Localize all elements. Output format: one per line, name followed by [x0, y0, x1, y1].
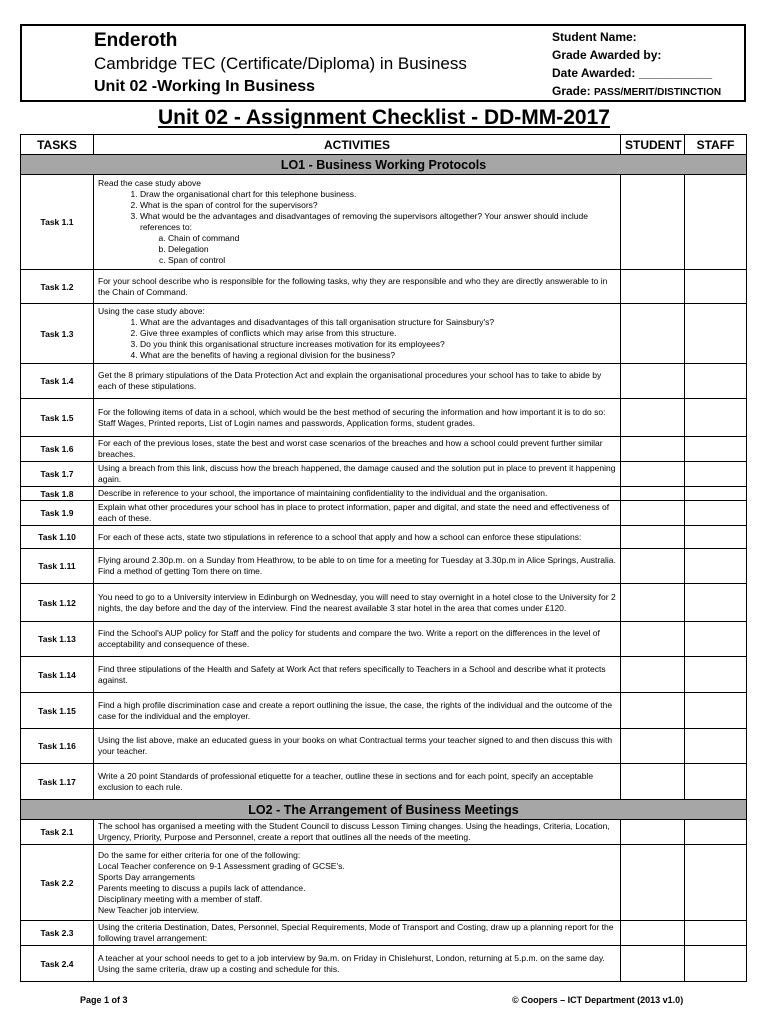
task-activity	[94, 399, 621, 437]
task-id: Task 1.3	[21, 304, 94, 364]
task-row	[21, 845, 747, 921]
task-row	[21, 921, 747, 946]
staff-check-cell[interactable]	[685, 921, 747, 946]
task-row	[21, 487, 747, 501]
grade-options: PASS/MERIT/DISTINCTION	[594, 87, 722, 98]
task-row	[21, 175, 747, 270]
student-check-cell[interactable]	[621, 820, 685, 845]
student-check-cell[interactable]	[621, 399, 685, 437]
task-row	[21, 622, 747, 657]
student-check-cell[interactable]	[621, 487, 685, 501]
activity-text: Get the 8 primary stipulations of the Data Protection Act and explain the organisational procedures your school has to take to abide by each of these stipulations.	[98, 370, 602, 391]
task-row	[21, 437, 747, 462]
unit-name: Unit 02 -Working In Business	[94, 78, 316, 95]
col-student: STUDENT	[621, 135, 685, 155]
activity-text: Using the list above, make an educated guess in your books on what Contractual terms your teacher signed to and then discuss this with your teacher.	[98, 735, 613, 756]
activity-line: Sports Day arrangements	[98, 871, 195, 882]
task-id: Task 1.12	[21, 584, 94, 622]
student-check-cell[interactable]	[621, 764, 685, 800]
header-row	[21, 135, 747, 155]
staff-check-cell[interactable]	[685, 304, 747, 364]
task-activity	[94, 549, 621, 584]
task-activity	[94, 729, 621, 764]
task-row	[21, 584, 747, 622]
task-row	[21, 304, 747, 364]
staff-check-cell[interactable]	[685, 175, 747, 270]
task-row	[21, 820, 747, 845]
activity-list-item: 4. What are the benefits of having a regional division for the business?	[140, 350, 616, 361]
task-activity	[94, 462, 621, 487]
task-activity	[94, 921, 621, 946]
task-row	[21, 526, 747, 549]
task-activity	[94, 304, 621, 364]
staff-check-cell[interactable]	[685, 657, 747, 693]
grade-awarded-by-label: Grade Awarded by:	[552, 48, 662, 62]
student-check-cell[interactable]	[621, 526, 685, 549]
activity-list-item: 2. What is the span of control for the supervisors?	[140, 200, 616, 211]
task-row	[21, 399, 747, 437]
activity-text: A teacher at your school needs to get to a job interview by 9a.m. on Friday in Chislehurst, London, returning at 5.p.m. on the same day. Using the same criteria, draw up a costing and schedule for this.	[98, 952, 605, 974]
activity-sublist-item: c. Span of control	[168, 255, 616, 266]
task-id: Task 1.7	[21, 462, 94, 487]
col-activities: ACTIVITIES	[94, 135, 621, 155]
copyright: © Coopers – ICT Department (2013 v1.0)	[512, 995, 684, 1005]
student-check-cell[interactable]	[621, 921, 685, 946]
staff-check-cell[interactable]	[685, 549, 747, 584]
task-id: Task 2.3	[21, 921, 94, 946]
staff-check-cell[interactable]	[685, 845, 747, 921]
task-activity	[94, 270, 621, 304]
staff-check-cell[interactable]	[685, 526, 747, 549]
staff-check-cell[interactable]	[685, 729, 747, 764]
activity-list	[98, 317, 616, 361]
student-check-cell[interactable]	[621, 304, 685, 364]
student-check-cell[interactable]	[621, 501, 685, 526]
page-number: Page 1 of 3	[80, 995, 128, 1005]
student-check-cell[interactable]	[621, 175, 685, 270]
task-activity	[94, 693, 621, 729]
course-name: Cambridge TEC (Certificate/Diploma) in Business	[94, 54, 467, 73]
staff-check-cell[interactable]	[685, 820, 747, 845]
task-row	[21, 501, 747, 526]
task-row	[21, 657, 747, 693]
activity-list-item: 1. What are the advantages and disadvantages of this tall organisation structure for Sainsbury's?	[140, 317, 616, 328]
activity-text: Find three stipulations of the Health and Safety at Work Act that refers specifically to Teachers in a School and describe what it protects against.	[98, 663, 606, 685]
task-id: Task 1.9	[21, 501, 94, 526]
student-check-cell[interactable]	[621, 729, 685, 764]
lo-heading: LO2 - The Arrangement of Business Meetings	[21, 800, 747, 820]
task-id: Task 1.5	[21, 399, 94, 437]
activity-sublist-item: b. Delegation	[168, 244, 616, 255]
activity-text: For your school describe who is responsible for the following tasks, why they are responsible and who they are directly answerable to in the Chain of Command.	[98, 275, 608, 297]
activity-list	[98, 189, 616, 233]
task-row	[21, 946, 747, 982]
student-check-cell[interactable]	[621, 657, 685, 693]
task-id: Task 2.4	[21, 946, 94, 982]
task-activity	[94, 820, 621, 845]
staff-check-cell[interactable]	[685, 437, 747, 462]
col-tasks: TASKS	[21, 135, 94, 155]
activity-list-item: 3. What would be the advantages and disadvantages of removing the supervisors altogether? Your answer should include references to:	[140, 211, 616, 233]
task-activity	[94, 584, 621, 622]
staff-check-cell[interactable]	[685, 622, 747, 657]
task-row	[21, 729, 747, 764]
task-id: Task 1.13	[21, 622, 94, 657]
activity-text: The school has organised a meeting with the Student Council to discuss Lesson Timing changes. Using the headings, Criteria, Location, Urgency, Priority, Purpose and Personnel, create a report that outlines all the needs of the meeting.	[98, 821, 610, 842]
task-id: Task 1.17	[21, 764, 94, 800]
task-activity	[94, 845, 621, 921]
task-id: Task 1.2	[21, 270, 94, 304]
task-activity	[94, 437, 621, 462]
page-title: Unit 02 - Assignment Checklist - DD-MM-2017	[158, 106, 610, 129]
staff-check-cell[interactable]	[685, 501, 747, 526]
staff-check-cell[interactable]	[685, 462, 747, 487]
task-row	[21, 462, 747, 487]
student-name-label: Student Name:	[552, 30, 637, 44]
task-row	[21, 764, 747, 800]
task-id: Task 1.1	[21, 175, 94, 270]
task-id: Task 1.14	[21, 657, 94, 693]
task-activity	[94, 946, 621, 982]
student-check-cell[interactable]	[621, 549, 685, 584]
task-row	[21, 549, 747, 584]
activity-intro: Read the case study above	[98, 178, 202, 188]
student-check-cell[interactable]	[621, 364, 685, 399]
staff-check-cell[interactable]	[685, 487, 747, 501]
activity-list-item: 1. Draw the organisational chart for this telephone business.	[140, 189, 616, 200]
task-id: Task 2.1	[21, 820, 94, 845]
task-activity	[94, 657, 621, 693]
activity-line: Disciplinary meeting with a member of staff.	[98, 893, 263, 904]
activity-line: Local Teacher conference on 9-1 Assessment grading of GCSE's.	[98, 860, 345, 871]
col-staff: STAFF	[685, 135, 747, 155]
task-id: Task 1.8	[21, 487, 94, 501]
checklist-table	[20, 134, 747, 982]
activity-text: Find a high profile discrimination case and create a report outlining the issue, the case, the rights of the individual and the outcome of the case for the individual and the employer.	[98, 699, 613, 721]
staff-check-cell[interactable]	[685, 399, 747, 437]
task-activity	[94, 622, 621, 657]
task-activity	[94, 175, 621, 270]
task-row	[21, 364, 747, 399]
activity-text: For each of the previous loses, state the best and worst case scenarios of the breaches and how a school could prevent further similar breaches.	[98, 438, 603, 459]
staff-check-cell[interactable]	[685, 764, 747, 800]
activity-text: You need to go to a University interview in Edinburgh on Wednesday, you will need to stay overnight in a hotel close to the University for 2 nights, the day before and the day of the interview. Find the nearest available 3 star hotel in the area that comes under £120.	[98, 591, 616, 613]
task-id: Task 2.2	[21, 845, 94, 921]
student-check-cell[interactable]	[621, 845, 685, 921]
student-check-cell[interactable]	[621, 437, 685, 462]
student-check-cell[interactable]	[621, 584, 685, 622]
task-activity	[94, 526, 621, 549]
staff-check-cell[interactable]	[685, 693, 747, 729]
task-id: Task 1.10	[21, 526, 94, 549]
task-activity	[94, 501, 621, 526]
activity-text: Describe in reference to your school, the importance of maintaining confidentiality to the individual and the organisation.	[98, 488, 548, 498]
staff-check-cell[interactable]	[685, 584, 747, 622]
staff-check-cell[interactable]	[685, 364, 747, 399]
task-activity	[94, 364, 621, 399]
task-row	[21, 270, 747, 304]
activity-text: Explain what other procedures your school has in place to protect information, paper and digital, and state the need and effectiveness of each of these.	[98, 502, 610, 523]
task-activity	[94, 764, 621, 800]
activity-list-item: 3. Do you think this organisational structure increases motivation for its employees?	[140, 339, 616, 350]
student-check-cell[interactable]	[621, 462, 685, 487]
student-check-cell[interactable]	[621, 946, 685, 982]
lo-heading-row	[21, 155, 747, 175]
activity-line: New Teacher job interview.	[98, 904, 199, 915]
header-left	[94, 30, 467, 98]
student-check-cell[interactable]	[621, 693, 685, 729]
activity-intro: Using the case study above:	[98, 306, 205, 316]
activity-line: Do the same for either criteria for one of the following:	[98, 849, 301, 860]
student-check-cell[interactable]	[621, 622, 685, 657]
lo-heading-row	[21, 800, 747, 820]
activity-text: Find the School's AUP policy for Staff and the policy for students and compare the two. Write a report on the differences in the level of acceptability and consequence of these.	[98, 628, 600, 649]
header-box	[20, 24, 746, 102]
activity-text: Flying around 2.30p.m. on a Sunday from Heathrow, to be able to on time for a meeting for Tuesday at 3.30p.m in Alice Springs, Australia. Find a method of getting Tom there on time.	[98, 555, 616, 576]
grade-label: Grade:	[552, 84, 591, 98]
task-id: Task 1.16	[21, 729, 94, 764]
activity-line: Parents meeting to discuss a pupils lack of attendance.	[98, 882, 306, 893]
task-id: Task 1.11	[21, 549, 94, 584]
header-right	[552, 28, 721, 102]
activity-sublist-item: a. Chain of command	[168, 233, 616, 244]
task-id: Task 1.15	[21, 693, 94, 729]
activity-text: For each of these acts, state two stipulations in reference to a school that apply and how a school can enforce these stipulations:	[98, 531, 582, 542]
activity-list-item: 2. Give three examples of conflicts which may arise from this structure.	[140, 328, 616, 339]
staff-check-cell[interactable]	[685, 946, 747, 982]
lo-heading: LO1 - Business Working Protocols	[21, 155, 747, 175]
activity-text: Write a 20 point Standards of professional etiquette for a teacher, outline these in sections and for each point, specify an acceptable exclusion to each rule.	[98, 770, 594, 792]
activity-text: Using a breach from this link, discuss how the breach happened, the damage caused and the solution put in place to prevent it happening again.	[98, 463, 616, 484]
student-check-cell[interactable]	[621, 270, 685, 304]
date-awarded-label: Date Awarded: ___________	[552, 66, 713, 80]
activity-text: For the following items of data in a school, which would be the best method of securing the information and how important it is to do so: Staff Wages, Printed reports, List of Login names and passwords, Application forms, student grades.	[98, 406, 606, 428]
activity-text: Using the criteria Destination, Dates, Personnel, Special Requirements, Mode of Transport and Costing, draw up a planning report for the following travel arrangement:	[98, 922, 614, 943]
staff-check-cell[interactable]	[685, 270, 747, 304]
school-name: Enderoth	[94, 30, 178, 51]
task-id: Task 1.6	[21, 437, 94, 462]
task-row	[21, 693, 747, 729]
activity-sublist	[98, 233, 616, 266]
grade-line	[552, 82, 721, 102]
task-activity	[94, 487, 621, 501]
task-id: Task 1.4	[21, 364, 94, 399]
